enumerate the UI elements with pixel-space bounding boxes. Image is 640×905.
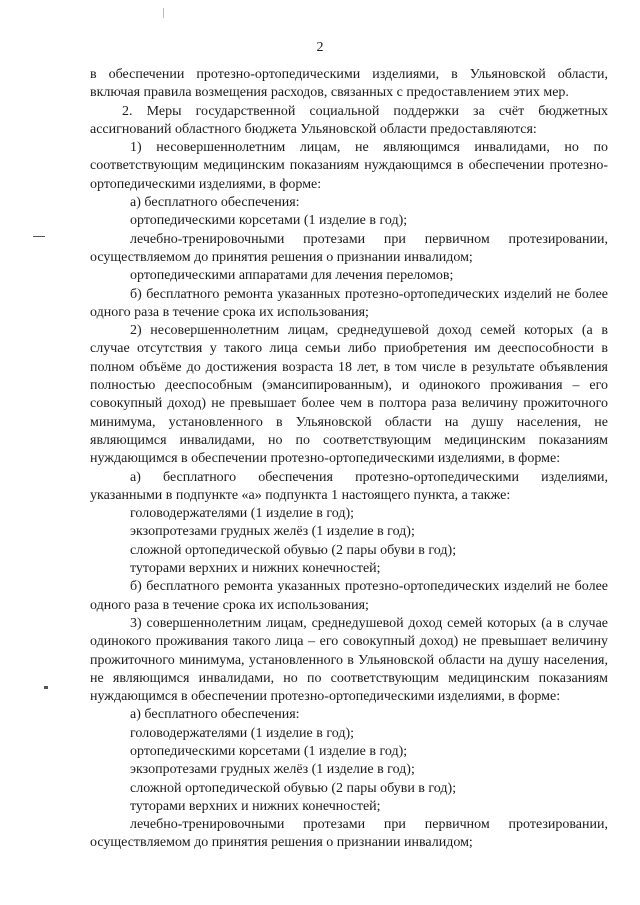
paragraph: а) бесплатного обеспечения: xyxy=(130,195,300,211)
paragraph: лечебно-тренировочными протезами при первичном протезировании, осуществляемом до принятия решения о признании инвалидом; xyxy=(90,231,608,265)
paragraph: 2) несовершеннолетним лицам, среднедушевой доход семей которых (а в случае отсутствия у такого лица семьи либо приобретения им дееспособности в полном объёме до достижения возраста 18 лет, в том числе в результате объявления полностью дееспособным (эмансипированным), и одинокого проживания – его совокупный доход) не превышает более чем в полтора раза величину прожиточного минимума, установленного в Ульяновской области на душу населения, не являющимся инвалидами, но по соответствующим медицинским показаниям нуждающимся в обеспечении протезно-ортопедическими изделиями, в форме: xyxy=(90,323,608,467)
paragraph: в обеспечении протезно-ортопедическими изделиями, в Ульяновской области, включая правила возмещения расходов, связанных с предоставлением этих мер. xyxy=(90,67,608,101)
scan-mark-left-2 xyxy=(44,686,48,689)
paragraph: сложной ортопедической обувью (2 пары обуви в год); xyxy=(130,780,457,796)
page-number: 2 xyxy=(316,40,324,55)
scan-mark-left-1 xyxy=(33,236,45,237)
paragraph: головодержателями (1 изделие в год); xyxy=(130,725,355,741)
paragraph: а) бесплатного обеспечения: xyxy=(130,707,300,723)
paragraph: а) бесплатного обеспечения протезно-ортопедическими изделиями, указанными в подпункте «а» подпункта 1 настоящего пункта, а также: xyxy=(90,469,608,503)
paragraph: 1) несовершеннолетним лицам, не являющимся инвалидами, но по соответствующим медицинским показаниям нуждающимся в обеспечении протезно-ортопедическими изделиями, в форме: xyxy=(90,140,608,192)
paragraph: б) бесплатного ремонта указанных протезно-ортопедических изделий не более одного раза в течение срока их использования; xyxy=(90,579,608,613)
paragraph: туторами верхних и нижних конечностей; xyxy=(130,798,381,814)
paragraph: лечебно-тренировочными протезами при первичном протезировании, осуществляемом до принятия решения о признании инвалидом; xyxy=(90,817,608,851)
paragraph: сложной ортопедической обувью (2 пары обуви в год); xyxy=(130,542,457,558)
paragraph: ортопедическими корсетами (1 изделие в год); xyxy=(130,743,408,759)
paragraph: б) бесплатного ремонта указанных протезно-ортопедических изделий не более одного раза в течение срока их использования; xyxy=(90,286,608,320)
document-body xyxy=(90,66,608,853)
paragraph: 2. Меры государственной социальной поддержки за счёт бюджетных ассигнований областного бюджета Ульяновской области предоставляются: xyxy=(90,103,608,137)
paragraph: ортопедическими аппаратами для лечения переломов; xyxy=(130,268,454,284)
scan-mark-top xyxy=(163,8,164,18)
paragraph: экзопротезами грудных желёз (1 изделие в год); xyxy=(130,762,415,778)
paragraph: экзопротезами грудных желёз (1 изделие в год); xyxy=(130,524,415,540)
paragraph: туторами верхних и нижних конечностей; xyxy=(130,561,381,577)
paragraph: ортопедическими корсетами (1 изделие в год); xyxy=(130,213,408,229)
paragraph: головодержателями (1 изделие в год); xyxy=(130,506,355,522)
paragraph: 3) совершеннолетним лицам, среднедушевой доход семей которых (а в случае одинокого проживания такого лица – его совокупный доход) не превышает величину прожиточного минимума, установленного в Ульяновской области на душу населения, не являющимся инвалидами, но по соответствующим медицинским показаниям нуждающимся в обеспечении протезно-ортопедическими изделиями, в форме: xyxy=(90,615,608,705)
